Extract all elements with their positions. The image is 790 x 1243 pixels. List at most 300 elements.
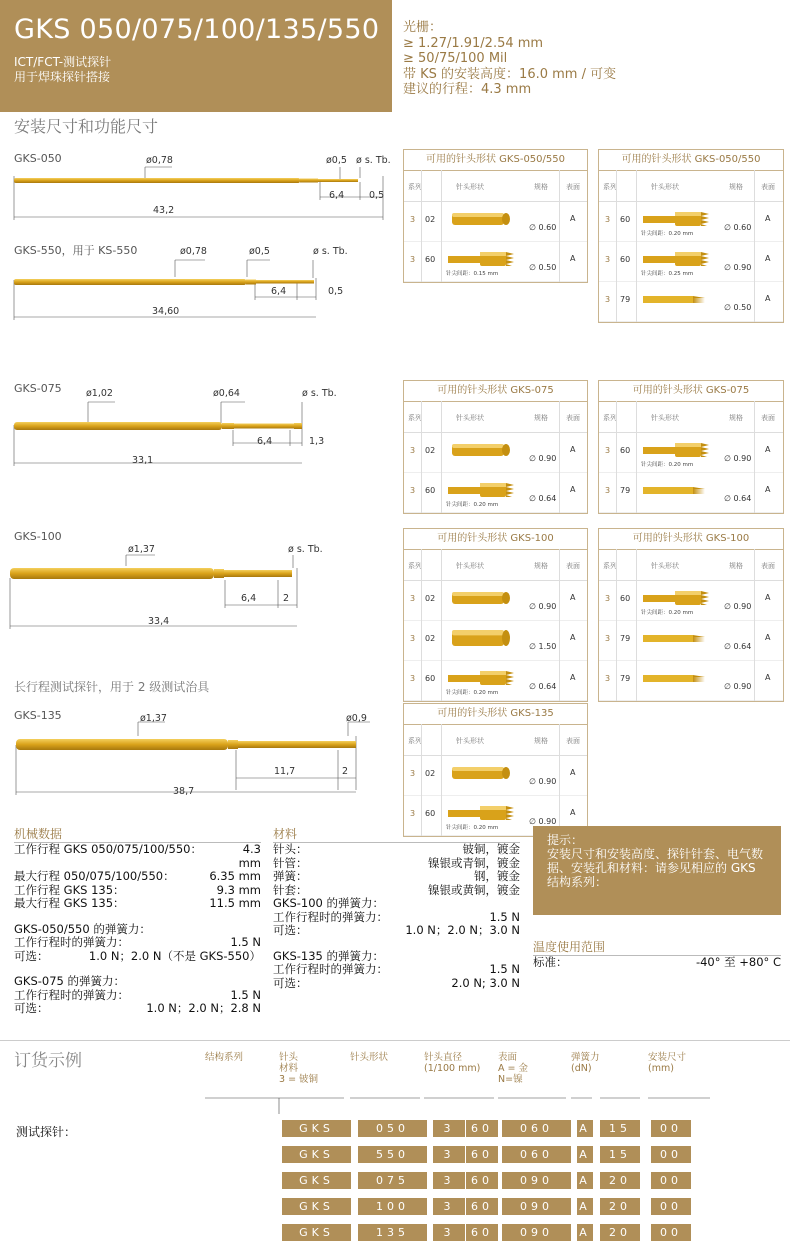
tip-table-t075b [598, 380, 784, 514]
col-shape: 针头形状 [456, 414, 484, 422]
mech-value: 9.3 mm [216, 882, 261, 897]
row-diameter: ∅ 0.90 [529, 454, 557, 463]
order-code-cell: 00 [651, 1198, 691, 1215]
subtitle-line: ICT/FCT-测试探针 [14, 55, 112, 69]
row-series: 3 [410, 486, 416, 495]
material-value: 2.0 N; 3.0 N [451, 975, 520, 990]
row-diameter: ∅ 0.90 [724, 263, 752, 272]
dim-diameter: ø1,37 [140, 713, 167, 724]
tip-table-row [599, 202, 783, 242]
order-code-cell: A [577, 1198, 593, 1215]
row-series: 3 [410, 594, 416, 603]
row-series: 3 [605, 215, 611, 224]
probe-body-gks075 [14, 422, 302, 430]
row-diameter: ∅ 0.90 [724, 454, 752, 463]
material-value: 1.5 N [489, 909, 520, 924]
mech-value: 1.0 N；2.0 N（不是 GKS-550） [88, 948, 261, 963]
dim-length: 2 [283, 593, 290, 604]
order-code-cell: A [577, 1120, 593, 1137]
order-code-cell: 60 [466, 1198, 498, 1215]
order-code-cell: 00 [651, 1172, 691, 1189]
order-code-cell: 135 [358, 1224, 427, 1241]
spec-line: 带 KS 的安装高度：16.0 mm / 可变 [403, 66, 617, 82]
material-label: 针套： [273, 882, 308, 897]
row-surface: A [570, 633, 576, 642]
mech-label: 工作行程 GKS 050/075/100/550： [14, 842, 202, 856]
col-surface: 表面 [761, 562, 775, 570]
tip-table-header [599, 402, 783, 433]
material-row [273, 950, 520, 964]
tip-table-t050b [598, 149, 784, 323]
dim-tip-diameter: ø s. Tb. [302, 388, 337, 399]
mech-label: 可选： [14, 1001, 49, 1015]
header-subtitle [14, 55, 111, 85]
subtitle-line: 用于焊珠探针搭接 [14, 70, 111, 84]
tip-table-row [599, 581, 783, 621]
order-code-cell: 20 [600, 1172, 640, 1189]
order-code-cell: 60 [466, 1172, 498, 1189]
col-shape: 针头形状 [651, 562, 679, 570]
mech-row [14, 950, 261, 964]
order-column-heading: 结构系列 [205, 1052, 244, 1063]
order-code-cell: GKS [282, 1224, 351, 1241]
tip-spacing-note: 针尖间距：0.20 mm [446, 502, 499, 508]
order-code-cell: 60 [466, 1146, 498, 1163]
mech-label: 工作行程 GKS 135： [14, 882, 125, 897]
material-label: 工作行程时的弹簧力： [273, 909, 388, 924]
col-series: 系列 [408, 737, 422, 745]
mech-value: 4.3 [242, 842, 261, 856]
row-code: 60 [425, 809, 436, 818]
row-series: 3 [605, 295, 611, 304]
row-series: 3 [410, 634, 416, 643]
tip-shape-icon [444, 667, 516, 689]
order-code-cell: GKS [282, 1198, 351, 1215]
section-title-install: 安装尺寸和功能尺寸 [14, 117, 159, 136]
row-series: 3 [410, 769, 416, 778]
order-code-cell: 550 [358, 1146, 427, 1163]
order-code-cell: 15 [600, 1146, 640, 1163]
order-column-heading: 针头直径 (1/100 mm) [424, 1052, 481, 1074]
tip-spacing-note: 针尖间距：0.20 mm [446, 690, 499, 696]
row-code: 02 [425, 594, 436, 603]
tip-shape-icon [444, 248, 516, 270]
mech-row [14, 1002, 261, 1016]
row-surface: A [765, 294, 771, 303]
temp-row [533, 956, 781, 970]
probe-body-gks050 [14, 178, 358, 183]
tip-shape-icon [444, 802, 516, 824]
mechanical-data [14, 825, 261, 1016]
row-surface: A [765, 633, 771, 642]
dim-total-length: 34,60 [152, 306, 180, 317]
dim-diameter: ø0,9 [346, 713, 367, 724]
col-series: 系列 [603, 562, 617, 570]
order-column-heading: 安装尺寸 (mm) [648, 1052, 687, 1074]
probe-label-gks550: GKS-550，用于 KS-550 [14, 244, 138, 257]
dim-length: 6,4 [271, 286, 287, 297]
order-code-cell: 3 [433, 1120, 465, 1137]
material-value: 1.0 N；2.0 N；3.0 N [405, 923, 520, 937]
tip-table-title: 可用的针头形状 GKS-050/550 [599, 150, 783, 171]
col-shape: 针头形状 [456, 737, 484, 745]
mech-label: 可选： [14, 948, 49, 963]
row-diameter: ∅ 0.90 [529, 817, 557, 826]
material-label: 可选： [273, 923, 308, 937]
col-spec: 规格 [729, 562, 743, 570]
order-code-cell: GKS [282, 1146, 351, 1163]
dim-length: 2 [342, 766, 349, 777]
mech-value: 1.0 N；2.0 N；2.8 N [146, 1001, 261, 1015]
material-row [273, 884, 520, 898]
material-row [273, 897, 520, 911]
mech-label: 工作行程时的弹簧力： [14, 987, 129, 1002]
row-surface: A [570, 445, 576, 454]
col-series: 系列 [408, 414, 422, 422]
tip-table-row [599, 661, 783, 701]
spec-line: 光栅： [403, 20, 443, 35]
tip-table-row [599, 621, 783, 661]
col-spec: 规格 [534, 562, 548, 570]
col-spec: 规格 [729, 183, 743, 191]
mech-row [14, 936, 261, 950]
order-code-cell: 00 [651, 1146, 691, 1163]
row-series: 3 [410, 255, 416, 264]
dim-total-length: 33,4 [148, 616, 170, 627]
material-row [273, 870, 520, 884]
long-stroke-title: 长行程测试探针，用于 2 级测试治具 [14, 680, 210, 694]
mech-value: 1.5 N [230, 987, 261, 1002]
order-code-cell: 075 [358, 1172, 427, 1189]
order-code-cell: 100 [358, 1198, 427, 1215]
col-spec: 规格 [534, 737, 548, 745]
probe-body-gks100 [10, 568, 292, 579]
col-series: 系列 [408, 562, 422, 570]
col-shape: 针头形状 [456, 562, 484, 570]
spec-line: ≥ 50/75/100 Mil [403, 51, 508, 66]
tip-shape-icon [639, 479, 711, 501]
row-series: 3 [605, 255, 611, 264]
order-column-heading: 弹簧力 (dN) [571, 1052, 600, 1074]
material-label: GKS-135 的弹簧力： [273, 948, 385, 963]
probe-label-gks100: GKS-100 [14, 530, 62, 543]
order-column-heading: 表面 A = 金 N=镍 [498, 1052, 528, 1085]
tip-spacing-note: 针尖间距：0.20 mm [641, 462, 694, 468]
row-surface: A [765, 445, 771, 454]
material-label: 弹簧： [273, 869, 308, 883]
row-surface: A [570, 673, 576, 682]
mech-label: 工作行程时的弹簧力： [14, 935, 129, 949]
row-code: 79 [620, 295, 631, 304]
tip-table-row [599, 433, 783, 473]
row-series: 3 [605, 594, 611, 603]
material-label: 针头： [273, 842, 308, 856]
material-value: 钢，镀金 [474, 869, 520, 883]
material-row [273, 977, 520, 991]
row-diameter: ∅ 1.50 [529, 642, 557, 651]
row-surface: A [765, 673, 771, 682]
dim-tip-diameter: ø s. Tb. [356, 155, 391, 166]
material-row [273, 924, 520, 938]
row-surface: A [765, 214, 771, 223]
mech-row [14, 923, 261, 937]
row-diameter: ∅ 0.60 [724, 223, 752, 232]
col-series: 系列 [603, 414, 617, 422]
tip-shape-icon [444, 587, 516, 609]
mech-row [14, 897, 261, 911]
row-diameter: ∅ 0.64 [724, 494, 752, 503]
order-code-cell: GKS [282, 1120, 351, 1137]
row-diameter: ∅ 0.64 [724, 642, 752, 651]
row-code: 79 [620, 634, 631, 643]
row-diameter: ∅ 0.64 [529, 494, 557, 503]
probe-body-gks550 [14, 279, 314, 285]
tip-shape-icon [639, 208, 711, 230]
hint-title: 提示： [547, 833, 584, 847]
material-label: 可选： [273, 975, 308, 990]
row-code: 60 [620, 255, 631, 264]
row-diameter: ∅ 0.64 [529, 682, 557, 691]
tip-spacing-note: 针尖间距：0.20 mm [641, 610, 694, 616]
col-spec: 规格 [534, 414, 548, 422]
order-divider [0, 1040, 790, 1041]
order-code-cell: 00 [651, 1224, 691, 1241]
tip-shape-icon [444, 627, 516, 649]
mech-row [14, 857, 261, 871]
row-diameter: ∅ 0.90 [529, 602, 557, 611]
material-label: GKS-100 的弹簧力： [273, 896, 385, 910]
dim-length: 6,4 [257, 436, 273, 447]
col-spec: 规格 [534, 183, 548, 191]
hint-box [533, 826, 781, 915]
temperature-range [533, 938, 781, 970]
row-diameter: ∅ 0.60 [529, 223, 557, 232]
row-series: 3 [410, 215, 416, 224]
dim-total-length: 43,2 [153, 205, 175, 216]
tip-shape-icon [444, 439, 516, 461]
tip-table-t100a [403, 528, 588, 702]
mech-row [14, 989, 261, 1003]
order-code-cell: 3 [433, 1198, 465, 1215]
mech-label: 最大行程 050/075/100/550： [14, 869, 175, 883]
dim-diameter: ø1,37 [128, 544, 155, 555]
dim-length: 0,5 [369, 190, 385, 201]
order-code-cell: 60 [466, 1120, 498, 1137]
probe-body-gks135 [16, 739, 356, 750]
mech-label: 最大行程 GKS 135： [14, 896, 125, 910]
tip-shape-icon [639, 439, 711, 461]
row-code: 02 [425, 769, 436, 778]
col-surface: 表面 [566, 414, 580, 422]
mech-row [14, 843, 261, 857]
order-column-heading: 针头形状 [350, 1052, 389, 1063]
tip-spacing-note: 针尖间距：0.15 mm [446, 271, 499, 277]
dim-length: 0,5 [328, 286, 344, 297]
material-value: 1.5 N [489, 962, 520, 976]
grid-spec-block [403, 20, 616, 98]
material-heading: 材料 [273, 825, 520, 843]
row-surface: A [765, 485, 771, 494]
col-spec: 规格 [729, 414, 743, 422]
row-code: 02 [425, 634, 436, 643]
row-code: 60 [620, 215, 631, 224]
row-code: 60 [620, 446, 631, 455]
row-code: 79 [620, 674, 631, 683]
tip-spacing-note: 针尖间距：0.25 mm [641, 271, 694, 277]
temp-heading: 温度使用范围 [533, 938, 781, 956]
order-code-cell: 3 [433, 1224, 465, 1241]
probe-label-gks075: GKS-075 [14, 382, 62, 395]
row-surface: A [570, 768, 576, 777]
row-series: 3 [410, 809, 416, 818]
row-code: 60 [620, 594, 631, 603]
tip-table-title: 可用的针头形状 GKS-100 [599, 529, 783, 550]
dim-tip-diameter: ø s. Tb. [313, 246, 348, 257]
mech-label: GKS-050/550 的弹簧力： [14, 921, 151, 936]
dim-tip-diameter: ø s. Tb. [288, 544, 323, 555]
tip-table-row [599, 282, 783, 322]
dim-diameter: ø1,02 [86, 388, 113, 399]
row-code: 02 [425, 215, 436, 224]
row-surface: A [570, 808, 576, 817]
order-code-cell: A [577, 1224, 593, 1241]
tip-shape-icon [444, 762, 516, 784]
row-series: 3 [605, 674, 611, 683]
tip-table-title: 可用的针头形状 GKS-050/550 [404, 150, 587, 171]
mech-row [14, 975, 261, 989]
order-code-cell: 60 [466, 1224, 498, 1241]
dim-total-length: 38,7 [173, 786, 195, 797]
order-code-cell: 3 [433, 1172, 465, 1189]
row-surface: A [570, 214, 576, 223]
row-diameter: ∅ 0.90 [724, 682, 752, 691]
col-surface: 表面 [566, 737, 580, 745]
tip-shape-icon [444, 479, 516, 501]
tip-spacing-note: 针尖间距：0.20 mm [641, 231, 694, 237]
col-surface: 表面 [761, 414, 775, 422]
tip-shape-icon [639, 248, 711, 270]
dim-length: 1,3 [309, 436, 325, 447]
row-code: 60 [425, 255, 436, 264]
col-surface: 表面 [761, 183, 775, 191]
material-row [273, 911, 520, 925]
order-code-cell: 050 [358, 1120, 427, 1137]
page-title: GKS 050/075/100/135/550 [14, 14, 380, 45]
tip-table-title: 可用的针头形状 GKS-135 [404, 704, 587, 725]
mech-row [14, 870, 261, 884]
hint-text: 安装尺寸和安装高度、探针针套、电气数据、安装孔和材料：请参见相应的 GKS 结构系列： [547, 847, 764, 889]
col-surface: 表面 [566, 183, 580, 191]
tip-table-header [599, 550, 783, 581]
tip-table-row [599, 473, 783, 513]
col-series: 系列 [408, 183, 422, 191]
tip-table-header [599, 171, 783, 202]
temp-label: 标准： [533, 955, 568, 969]
mech-value: 11.5 mm [209, 896, 261, 910]
tip-shape-icon [639, 587, 711, 609]
order-code-cell: 15 [600, 1120, 640, 1137]
row-surface: A [765, 593, 771, 602]
row-series: 3 [605, 486, 611, 495]
temp-value: -40° 至 +80° C [695, 955, 781, 969]
dim-length: 6,4 [241, 593, 257, 604]
tip-shape-icon [639, 627, 711, 649]
dim-total-length: 33,1 [132, 455, 154, 466]
tip-table-title: 可用的针头形状 GKS-075 [404, 381, 587, 402]
material-label: 工作行程时的弹簧力： [273, 962, 388, 976]
row-code: 60 [425, 486, 436, 495]
row-code: 02 [425, 446, 436, 455]
order-code-cell: 090 [502, 1198, 571, 1215]
probe-label-gks050: GKS-050 [14, 152, 62, 165]
row-series: 3 [605, 446, 611, 455]
order-code-cell: 060 [502, 1146, 571, 1163]
material-row [273, 843, 520, 857]
order-row-label: 测试探针： [16, 1125, 77, 1139]
material-label: 针管： [273, 855, 308, 870]
order-code-cell: 20 [600, 1198, 640, 1215]
order-code-cell: 00 [651, 1120, 691, 1137]
tip-shape-icon [444, 208, 516, 230]
row-series: 3 [605, 634, 611, 643]
row-series: 3 [410, 674, 416, 683]
dim-diameter: ø0,5 [326, 155, 347, 166]
mech-value: 1.5 N [230, 935, 261, 949]
mech-row [14, 884, 261, 898]
material-row [273, 857, 520, 871]
tip-table-row [599, 242, 783, 282]
row-surface: A [570, 593, 576, 602]
order-column-heading: 针头 材料 3 = 铍铜 [279, 1052, 319, 1085]
tip-shape-icon [639, 667, 711, 689]
tip-table-t135 [403, 703, 588, 837]
material-value: 镍银或青铜，镀金 [428, 855, 520, 870]
tip-table-t100b [598, 528, 784, 702]
col-shape: 针头形状 [456, 183, 484, 191]
row-code: 79 [620, 486, 631, 495]
order-code-cell: A [577, 1146, 593, 1163]
mech-value: mm [238, 855, 261, 870]
row-surface: A [570, 485, 576, 494]
dim-diameter: ø0,5 [249, 246, 270, 257]
order-code-cell: 090 [502, 1172, 571, 1189]
dim-diameter: ø0,78 [146, 155, 173, 166]
mech-value: 6.35 mm [209, 869, 261, 883]
material-value: 铍铜，镀金 [462, 842, 520, 856]
material-data [273, 825, 520, 990]
row-surface: A [765, 254, 771, 263]
row-code: 60 [425, 674, 436, 683]
tip-table-t075a [403, 380, 588, 514]
col-series: 系列 [603, 183, 617, 191]
order-code-cell: 090 [502, 1224, 571, 1241]
spec-line: 建议的行程：4.3 mm [403, 82, 532, 97]
tip-table-title: 可用的针头形状 GKS-075 [599, 381, 783, 402]
dim-length: 6,4 [329, 190, 345, 201]
tip-shape-icon [639, 288, 711, 310]
row-series: 3 [410, 446, 416, 455]
tip-table-title: 可用的针头形状 GKS-100 [404, 529, 587, 550]
order-code-cell: 3 [433, 1146, 465, 1163]
material-value: 镍银或黄铜，镀金 [428, 882, 520, 897]
order-code-cell: 060 [502, 1120, 571, 1137]
material-row [273, 963, 520, 977]
tip-spacing-note: 针尖间距：0.20 mm [446, 825, 499, 831]
order-code-cell: 20 [600, 1224, 640, 1241]
mech-heading: 机械数据 [14, 825, 261, 843]
col-shape: 针头形状 [651, 414, 679, 422]
spec-line: ≥ 1.27/1.91/2.54 mm [403, 35, 544, 51]
